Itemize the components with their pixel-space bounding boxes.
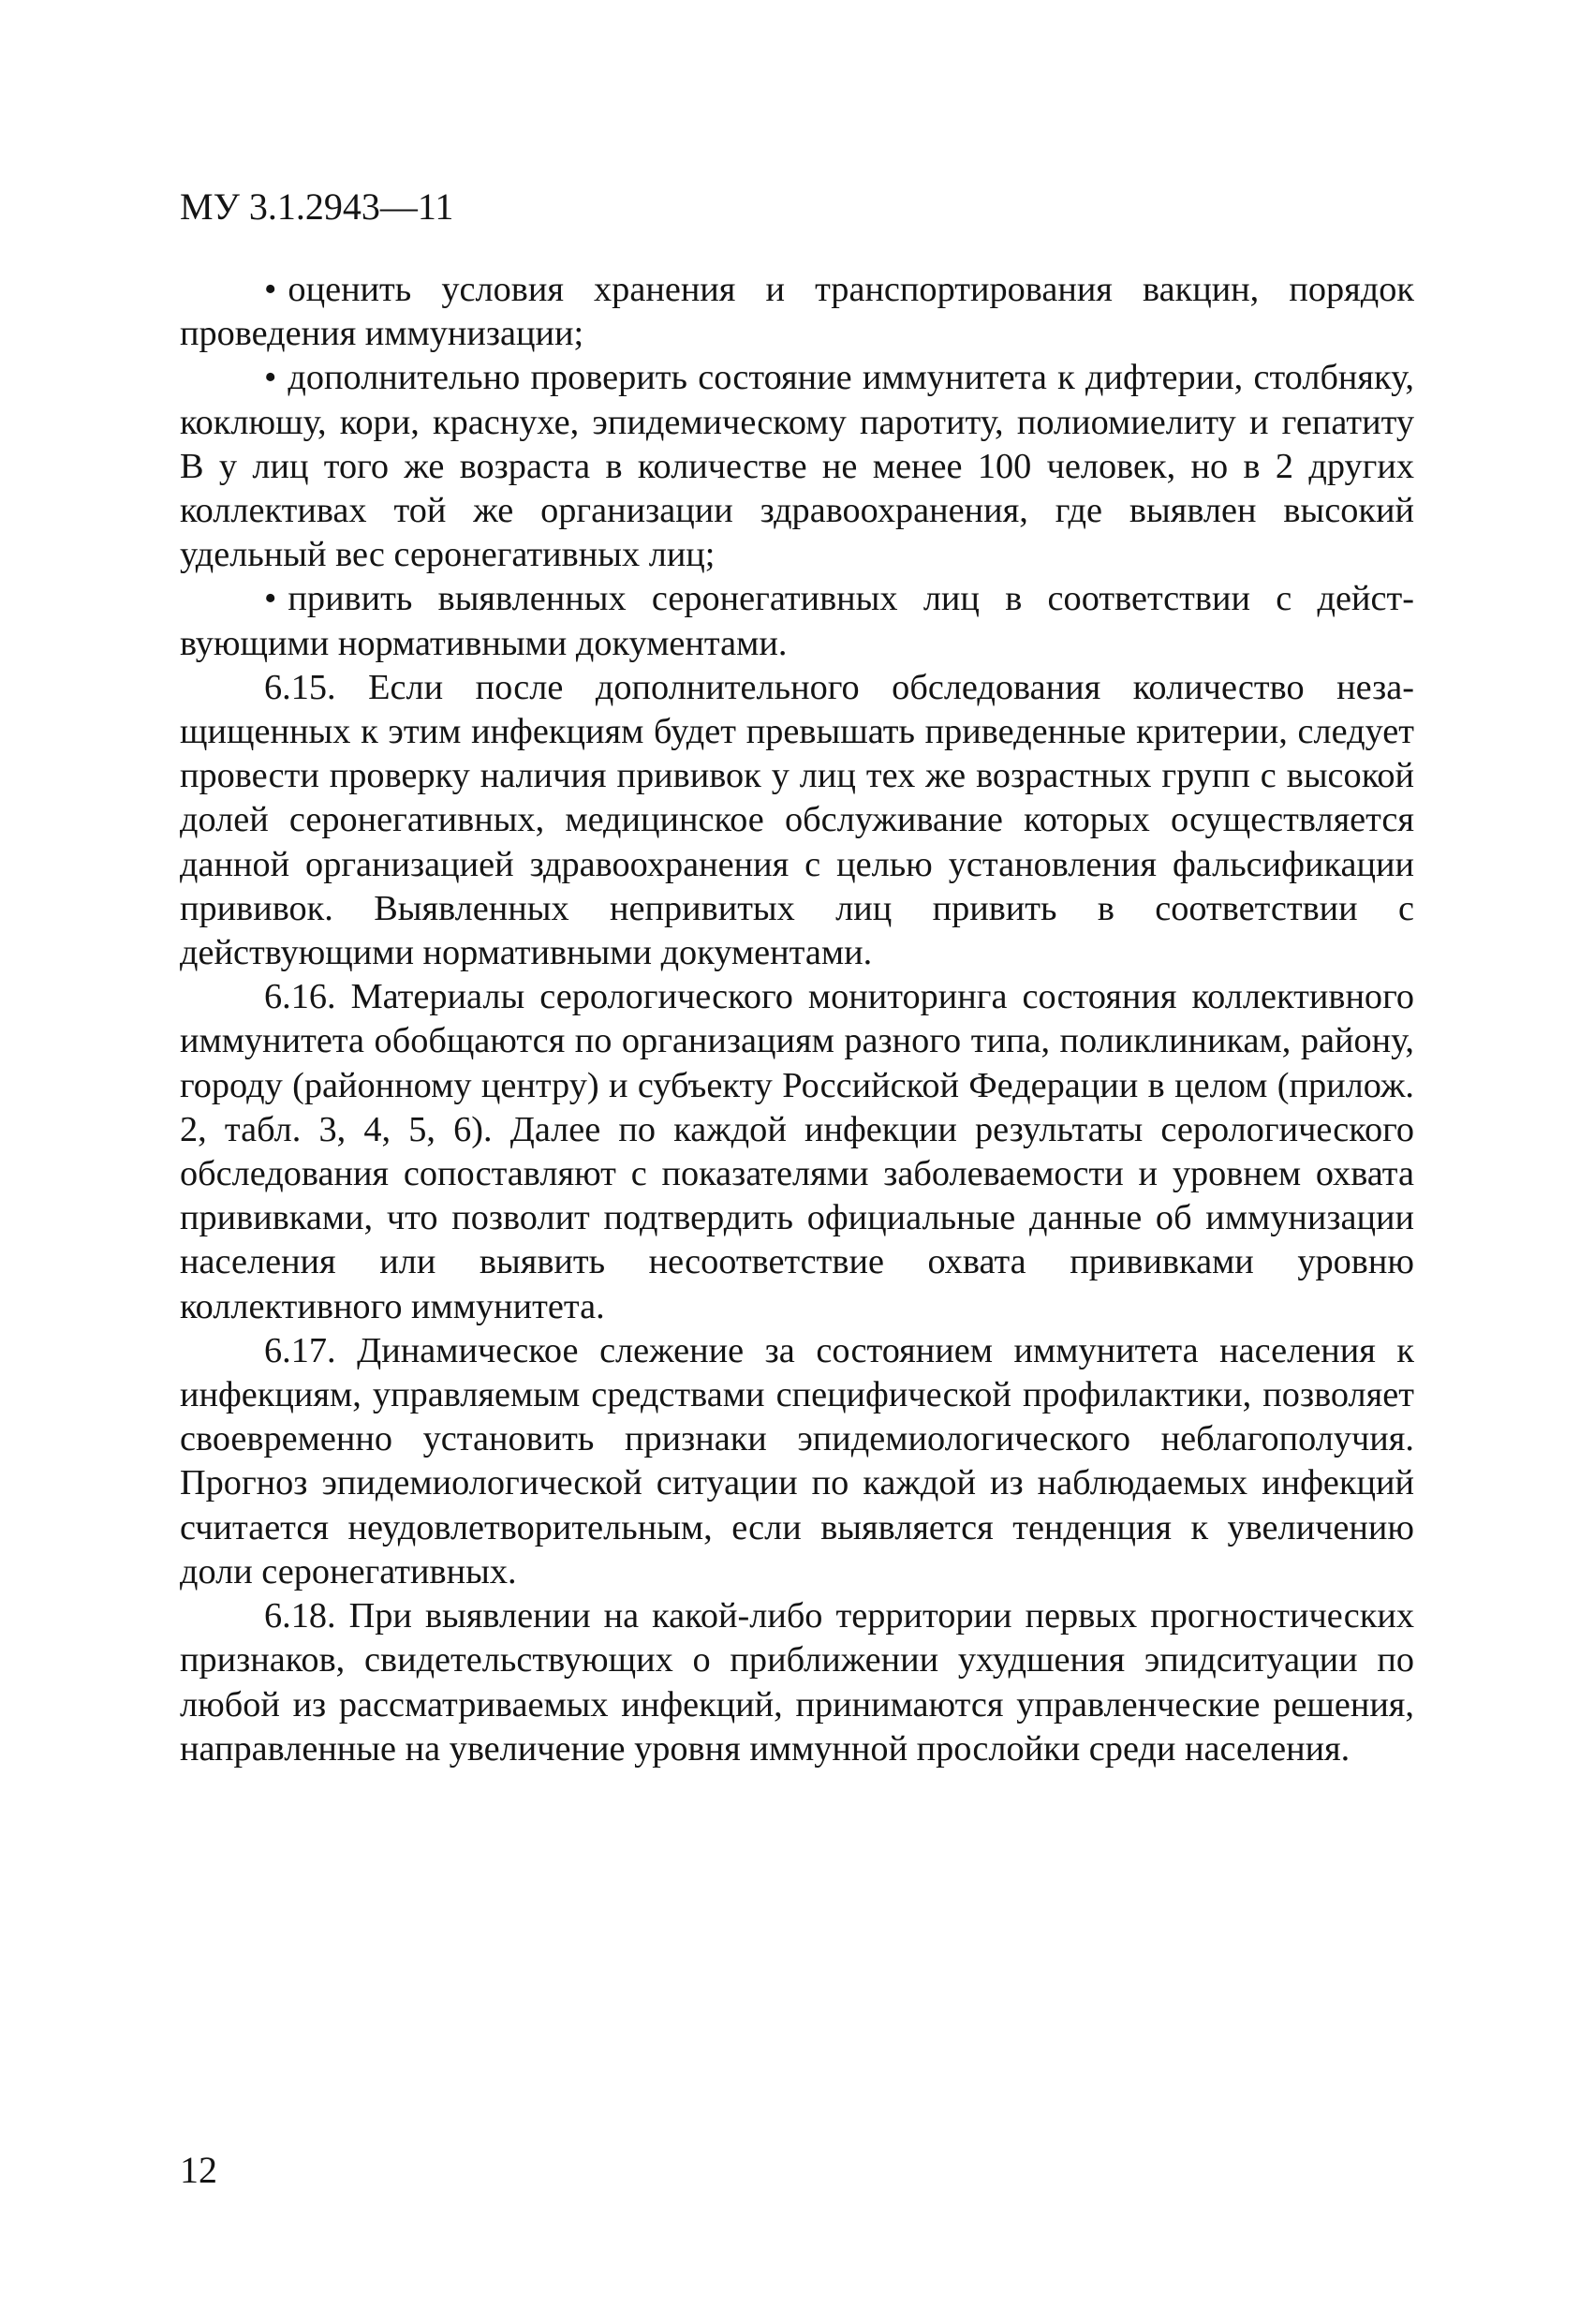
body-text [180,268,1414,1771]
paragraph-text: привить выявленных серонегативных лиц в соответствии с действующими нормативными документами. [180,579,1414,663]
bullet-icon: • [264,579,277,619]
paragraph-6-18: 6.18. При выявлении на какой-либо территории первых прогностических признаков, свидетельствующих о приближении ухудшения эпидситуации по любой из рассматриваемых инфекций, принимаются управленческие решения, направленные на увеличение уровня иммунной прослойки среди населения. [180,1596,1414,1769]
bullet-item-vaccinate [180,577,1414,665]
bullet-item-storage-conditions [180,268,1414,356]
bullet-icon: • [264,270,277,309]
paragraph-text: оценить условия хранения и транспортирования вакцин, порядок проведения иммунизации; [180,270,1414,354]
bullet-item-additional-check [180,356,1414,577]
paragraph-6-16: 6.16. Материалы серологического мониторинга состояния коллективного иммунитета обобщаются по организациям разного типа, поликлиникам, району, городу (районному центру) и субъекту Российской Федерации в целом (прилож. 2, табл. 3, 4, 5, 6). Далее по каждой инфекции результаты серологического обследования сопоставляют с показателями заболеваемости и уровнем охвата прививками, что позволит подтвердить официальные данные об иммунизации населения или выявить несоответствие охвата прививками уровню коллективного иммунитета. [180,977,1414,1326]
paragraph-6-17: 6.17. Динамическое слежение за состоянием иммунитета населения к инфекциям, управляемым средствами специфической профилактики, позволяет своевременно установить признаки эпидемиологического неблагополучия. Прогноз эпидемиологической ситуации по каждой из наблюдаемых инфекций считается неудовлетворительным, если выявляется тенденция к увеличению доли серонегативных. [180,1330,1414,1591]
document-code-header: МУ 3.1.2943—11 [180,185,454,228]
bullet-icon: • [264,358,277,398]
paragraph-6-15: 6.15. Если после дополнительного обследования количество незащищенных к этим инфекциям будет превышать приведенные критерии, следует провести проверку наличия прививок у лиц тех же возрастных групп с высокой долей серонегативных, медицинское обслуживание которых осуществляется данной организацией здравоохранения с целью установления фальсификации прививок. Выявленных непривитых лиц привить в соответствии с действующими нормативными документами. [180,667,1414,973]
page-number: 12 [180,2149,217,2191]
paragraph-text: дополнительно проверить состояние иммунитета к дифтерии, столбняку, коклюшу, кори, краснухе, эпидемическому паротиту, полиомиелиту и гепатиту В у лиц того же возраста в количестве не менее 100 человек, но в 2 других коллективах той же организации здравоохранения, где выявлен высокий удельный вес серонегативных лиц; [180,358,1414,575]
